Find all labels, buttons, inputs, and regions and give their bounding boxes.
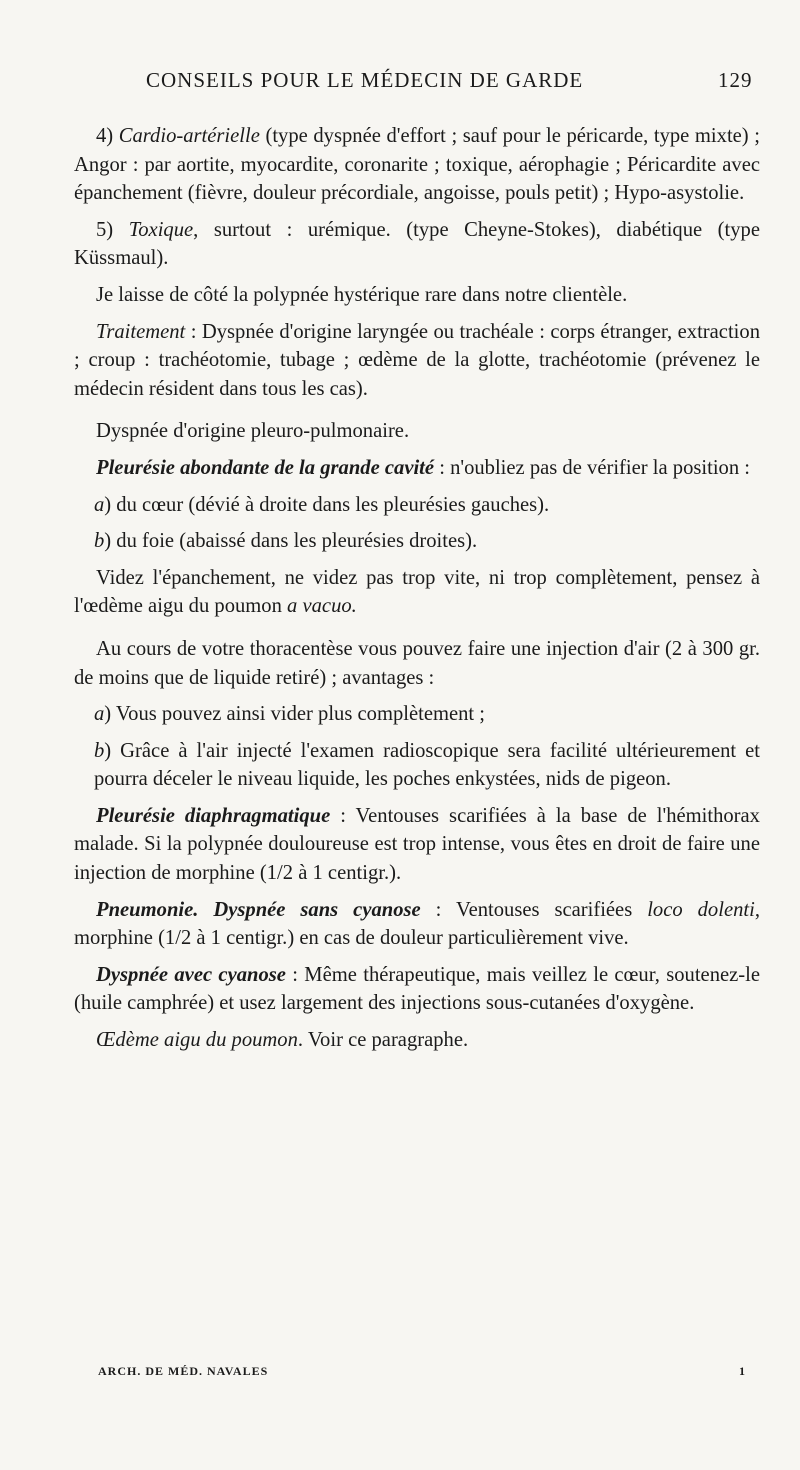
- paragraph: [74, 281, 760, 310]
- text-run: , surtout : urémique. (type Cheyne-Stokes), diabétique (type Küssmaul).: [74, 218, 760, 270]
- footer-sheet-mark: 1: [739, 1364, 746, 1378]
- text-run: Videz l'épanchement, ne videz pas trop vite, ni trop complètement, pensez à l'œdème aigu du poumon: [74, 566, 760, 618]
- emphasized-text: b: [94, 530, 105, 553]
- text-run: : Ventouses scarifiées: [420, 898, 648, 921]
- text-run: : Ventouses scarifiées à la base de l'hémithorax malade. Si la polypnée douloureuse est trop intense, vous êtes en droit de faire une injection de morphine (1/2 à 1 centigr.).: [74, 804, 760, 885]
- page-body-text: [74, 122, 760, 1063]
- emphasized-text: Cardio-artérielle: [118, 125, 260, 147]
- emphasized-text: Toxique: [128, 218, 194, 241]
- emphasized-text: b: [94, 739, 105, 762]
- text-run: 4): [96, 125, 119, 147]
- paragraph: [74, 491, 760, 520]
- text-run: 5): [96, 218, 129, 241]
- emphasized-text: a: [94, 493, 105, 516]
- paragraph: [74, 527, 760, 556]
- text-run: ) du cœur (dévié à droite dans les pleurésies gauches).: [104, 493, 550, 516]
- paragraph: [74, 454, 760, 483]
- paragraph: [74, 122, 760, 208]
- paragraph: [74, 318, 760, 404]
- page-footer: [98, 1364, 760, 1388]
- emphasized-text: Traitement: [96, 320, 186, 343]
- paragraph: [74, 737, 760, 794]
- paragraph: [74, 700, 760, 729]
- text-run: . Voir ce paragraphe.: [297, 1029, 469, 1052]
- paragraph: [74, 896, 760, 953]
- header-title: CONSEILS POUR LE MÉDECIN DE GARDE: [146, 68, 584, 92]
- emphasized-text: Pneumonie. Dyspnée sans cyanose: [96, 898, 421, 921]
- text-run: , morphine (1/2 à 1 centigr.) en cas de douleur particulièrement vive.: [74, 898, 760, 950]
- text-run: Je laisse de côté la polypnée hystérique rare dans notre clientèle.: [96, 283, 628, 306]
- paragraph: [74, 802, 760, 888]
- text-run: Au cours de votre thoracentèse vous pouvez faire une injection d'air (2 à 300 gr. de moins que de liquide retiré) ; avantages :: [74, 637, 760, 689]
- paragraph: [74, 216, 760, 273]
- text-run: : Dyspnée d'origine laryngée ou trachéale : corps étranger, extraction ; croup : trachéotomie, tubage ; œdème de la glotte, trachéotomie (prévenez le médecin résident dans tous les cas).: [74, 320, 760, 400]
- text-run: ) du foie (abaissé dans les pleurésies droites).: [104, 530, 478, 553]
- text-run: ) Grâce à l'air injecté l'examen radioscopique sera facilité ultérieurement et pourra déceler le niveau liquide, les poches enkystées, nids de pigeon.: [94, 739, 760, 791]
- text-run: : n'oubliez pas de vérifier la position :: [434, 456, 751, 479]
- emphasized-text: Pleurésie abondante de la grande cavité: [96, 456, 435, 479]
- emphasized-text: a: [94, 703, 105, 726]
- paragraph: [74, 564, 760, 621]
- footer-journal-signature: ARCH. DE MÉD. NAVALES: [98, 1364, 269, 1378]
- emphasized-text: Dyspnée avec cyanose: [96, 963, 286, 986]
- emphasized-text: a vacuo.: [287, 595, 357, 618]
- paragraph: [74, 635, 760, 692]
- text-run: Dyspnée d'origine pleuro-pulmonaire.: [96, 420, 410, 443]
- emphasized-text: Pleurésie diaphragmatique: [96, 804, 331, 827]
- page-number: 129: [718, 68, 753, 92]
- text-run: ) Vous pouvez ainsi vider plus complètement ;: [104, 703, 486, 726]
- running-header: [0, 68, 800, 98]
- text-run: (type dyspnée d'effort ; sauf pour le péricarde, type mixte) ; Angor : par aortite, myocardite, coronarite ; toxique, aérophagie ; Péricardite avec épanchement (fièvre, douleur précordiale, angoisse, pouls petit) ; Hypo-asystolie.: [74, 125, 760, 205]
- text-run: : Même thérapeutique, mais veillez le cœur, soutenez-le (huile camphrée) et usez largement des injections sous-cutanées d'oxygène.: [74, 963, 760, 1015]
- emphasized-text: loco dolenti: [647, 898, 755, 921]
- paragraph: [74, 417, 760, 446]
- emphasized-text: Œdème aigu du poumon: [96, 1029, 298, 1052]
- paragraph: [74, 961, 760, 1018]
- paragraph: [74, 1026, 760, 1055]
